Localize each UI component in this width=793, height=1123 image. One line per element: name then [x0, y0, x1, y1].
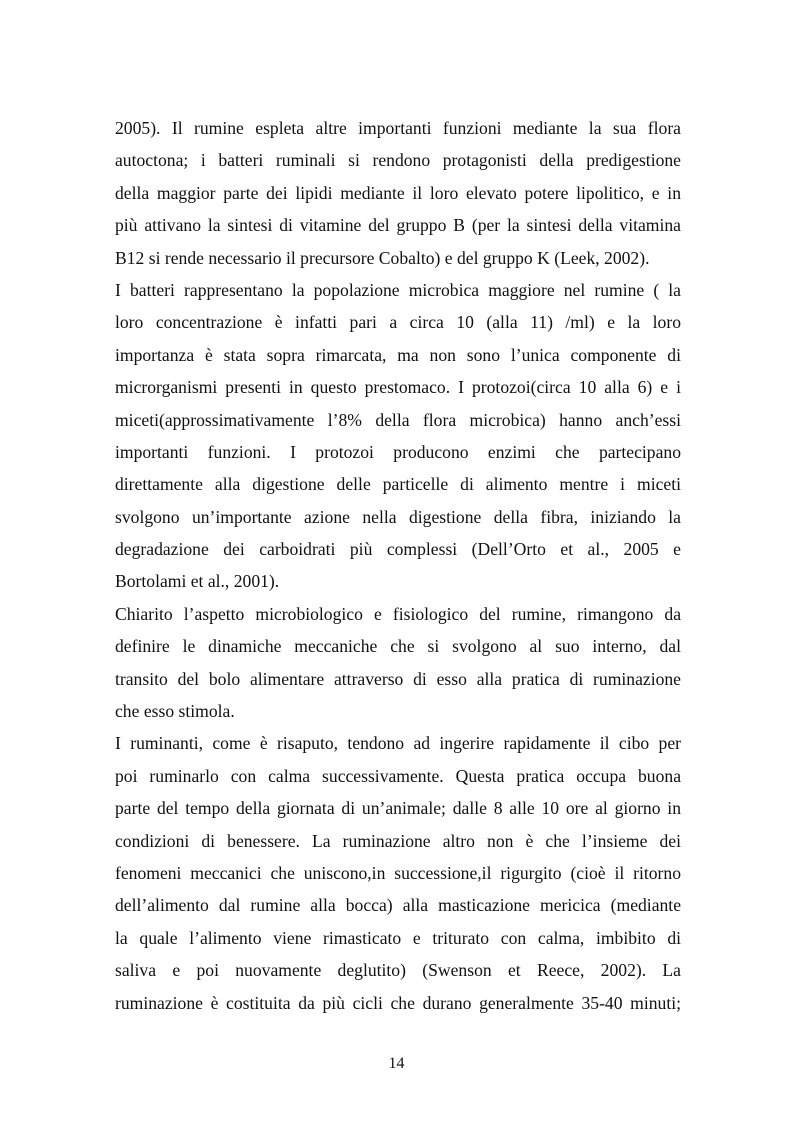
text-line: miceti(approssimativamente l’8% della flora microbica) hanno anch’essi [115, 409, 681, 430]
text-line: ruminazione è costituita da più cicli che durano generalmente 35-40 minuti; [115, 992, 681, 1013]
text-line: più attivano la sintesi di vitamine del gruppo B (per la sintesi della vitamina [115, 215, 681, 236]
text-line: la quale l’alimento viene rimasticato e triturato con calma, imbibito di [115, 927, 681, 948]
text-line: Chiarito l’aspetto microbiologico e fisiologico del rumine, rimangono da [115, 603, 681, 624]
text-line: direttamente alla digestione delle particelle di alimento mentre i miceti [115, 474, 681, 495]
text-line: saliva e poi nuovamente deglutito) (Swenson et Reece, 2002). La [115, 960, 681, 981]
text-line: 2005). Il rumine espleta altre importanti funzioni mediante la sua flora [115, 118, 681, 138]
text-line: B12 si rende necessario il precursore Cobalto) e del gruppo K (Leek, 2002). [115, 247, 650, 268]
text-line: Bortolami et al., 2001). [115, 571, 280, 592]
paragraph [115, 727, 681, 1019]
body-text [115, 112, 681, 1019]
text-line: condizioni di benessere. La ruminazione altro non è che l’insieme dei [115, 830, 681, 851]
text-line: importanti funzioni. I protozoi producono enzimi che partecipano [115, 441, 681, 462]
text-line: dell’alimento dal rumine alla bocca) alla masticazione mericica (mediante [115, 895, 681, 916]
page-number: 14 [388, 1055, 405, 1072]
text-line: I ruminanti, come è risaputo, tendono ad ingerire rapidamente il cibo per [115, 733, 681, 754]
text-line: della maggior parte dei lipidi mediante il loro elevato potere lipolitico, e in [115, 182, 681, 203]
text-line: autoctona; i batteri ruminali si rendono protagonisti della predigestione [115, 150, 681, 171]
paragraph [115, 112, 681, 274]
text-line: che esso stimola. [115, 701, 235, 722]
text-line: degradazione dei carboidrati più complessi (Dell’Orto et al., 2005 e [115, 539, 681, 560]
text-line: I batteri rappresentano la popolazione microbica maggiore nel rumine ( la [115, 279, 681, 300]
text-line: microrganismi presenti in questo prestomaco. I protozoi(circa 10 alla 6) e i [115, 377, 681, 398]
text-line: loro concentrazione è infatti pari a circa 10 (alla 11) /ml) e la loro [115, 312, 681, 333]
text-line: svolgono un’importante azione nella digestione della fibra, iniziando la [115, 506, 681, 527]
paragraph [115, 598, 681, 728]
text-line: definire le dinamiche meccaniche che si svolgono al suo interno, dal [115, 636, 681, 657]
text-line: parte del tempo della giornata di un’animale; dalle 8 alle 10 ore al giorno in [115, 798, 681, 819]
text-line: transito del bolo alimentare attraverso di esso alla pratica di ruminazione [115, 668, 681, 689]
paragraph [115, 274, 681, 598]
text-line: poi ruminarlo con calma successivamente. Questa pratica occupa buona [115, 765, 681, 786]
text-line: fenomeni meccanici che uniscono,in successione,il rigurgito (cioè il ritorno [115, 862, 681, 883]
text-line: importanza è stata sopra rimarcata, ma non sono l’unica componente di [115, 344, 681, 365]
